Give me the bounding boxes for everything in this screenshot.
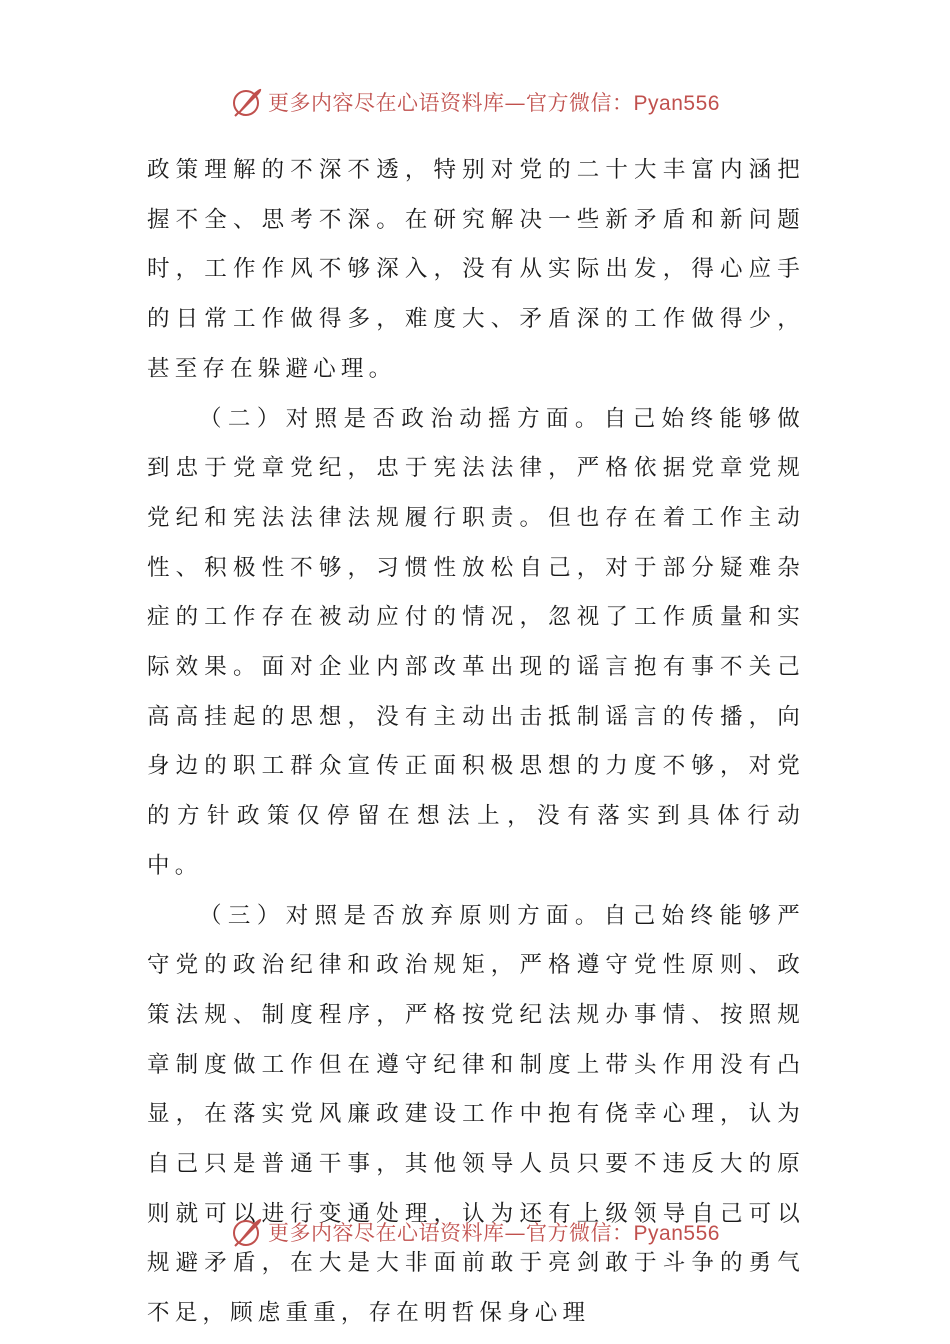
paragraph-3: （三）对照是否放弃原则方面。自己始终能够严守党的政治纪律和政治规矩，严格遵守党性原则、政策法规、制度程序，严格按党纪法规办事情、按照规章制度做工作但在遵守纪律和制度上带头作用没有凸显，在落实党风廉政建设工作中抱有侥幸心理，认为自己只是普通干事，其他领导人员只要不违反大的原则就可以进行变通处理，认为还有上级领导自己可以规避矛盾，在大是大非面前敢于亮剑敢于斗争的勇气不足，顾虑重重，存在明哲保身心理 xyxy=(147,902,805,1327)
wechat-id: Pyan556 xyxy=(633,1222,720,1245)
footer-watermark xyxy=(0,1212,950,1252)
watermark-text: 更多内容尽在心语资料库—官方微信：Pyan556 xyxy=(268,91,720,115)
wechat-id: Pyan556 xyxy=(633,92,720,115)
document-body xyxy=(147,146,805,1339)
paragraph-2: （二）对照是否政治动摇方面。自己始终能够做到忠于党章党纪，忠于宪法法律，严格依据党章党规党纪和宪法法律法规履行职责。但也存在着工作主动性、积极性不够，习惯性放松自己，对于部分疑难杂症的工作存在被动应付的情况，忽视了工作质量和实际效果。面对企业内部改革出现的谣言抱有事不关己高高挂起的思想，没有主动出击抵制谣言的传播，向身边的职工群众宣传正面积极思想的力度不够，对党的方针政策仅停留在想法上，没有落实到具体行动中。 xyxy=(147,405,805,879)
quill-circle-icon xyxy=(230,1215,264,1249)
quill-circle-icon xyxy=(230,85,264,119)
paragraph-1: 政策理解的不深不透，特别对党的二十大丰富内涵把握不全、思考不深。在研究解决一些新矛盾和新问题时，工作作风不够深入，没有从实际出发，得心应手的日常工作做得多，难度大、矛盾深的工作做得少，甚至存在躲避心理。 xyxy=(147,157,805,382)
watermark-text: 更多内容尽在心语资料库—官方微信：Pyan556 xyxy=(268,1221,720,1245)
header-watermark xyxy=(0,82,950,122)
